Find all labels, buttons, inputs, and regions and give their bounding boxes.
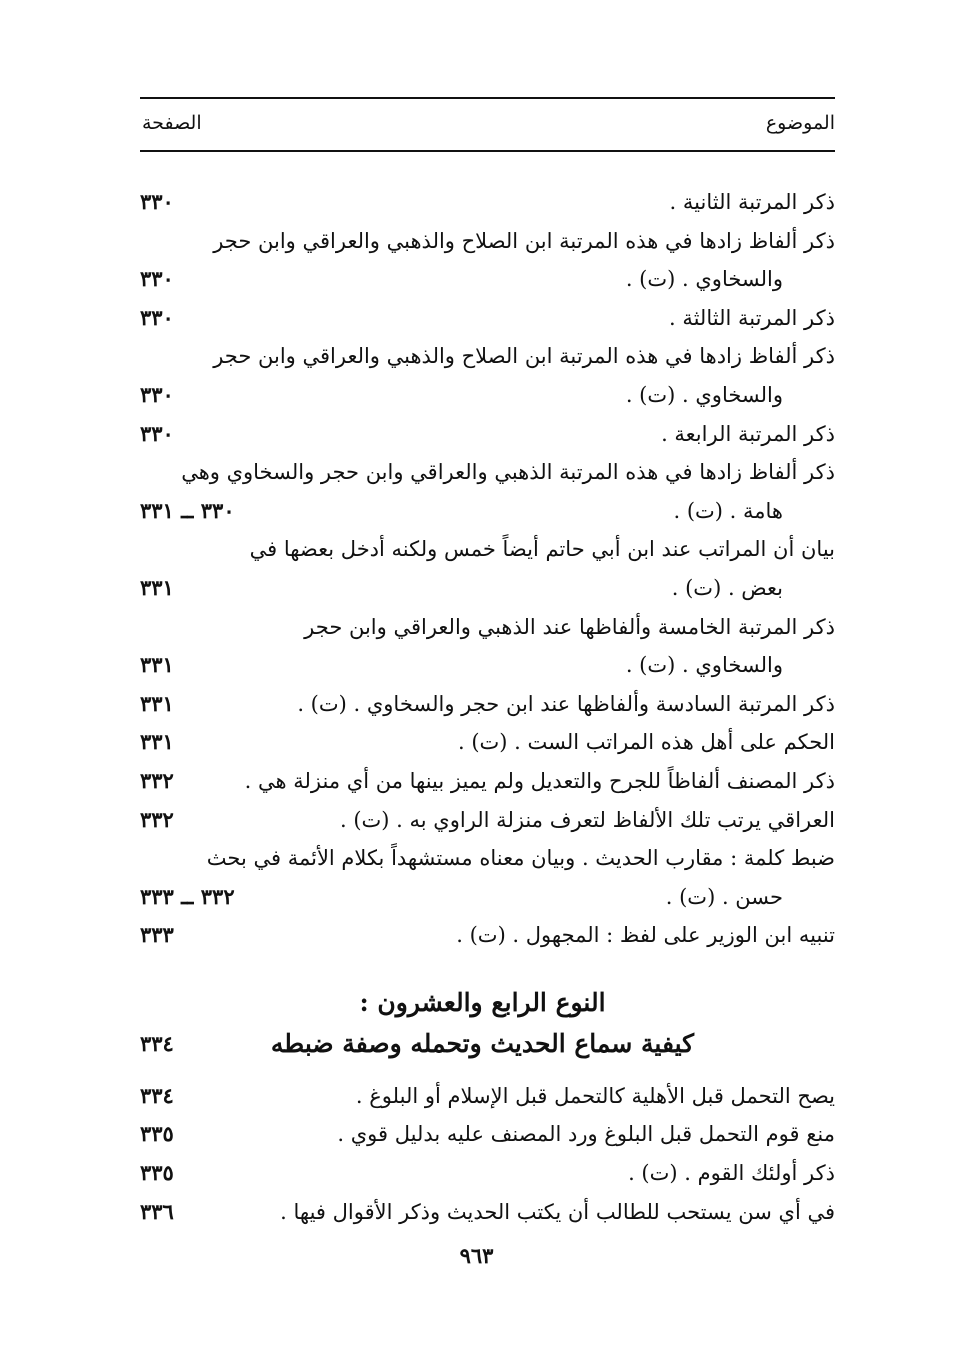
toc-entry-text: يصح التحمل قبل الأهلية كالتحمل قبل الإسلام أو البلوغ . [355, 1083, 835, 1108]
toc-entry-page-number: ٣٣٠ [140, 304, 174, 330]
toc-entry-text-continued: والسخاوي . (ت) . [625, 267, 783, 292]
toc-entry-text: ذكر المرتبة الثالثة . [668, 305, 835, 330]
toc-entry [130, 1193, 835, 1232]
toc-entry-page-number: ٣٣٠ [140, 381, 174, 407]
header-bottom-rule [140, 150, 835, 152]
toc-entry-text: الحكم على أهل هذه المراتب الست . (ت) . [457, 730, 835, 755]
toc-entry [130, 1115, 835, 1154]
section-page-number: ٣٣٤ [140, 1030, 174, 1056]
toc-entry [130, 916, 835, 955]
section-heading: النوع الرابع والعشرون : [359, 987, 606, 1017]
toc-entry-page-number: ٣٣٠ ــ ٣٣١ [140, 497, 235, 523]
toc-entries-after-section [130, 1077, 835, 1231]
page-column-label: الصفحة [142, 112, 202, 134]
section-subtitle-row [130, 1023, 835, 1065]
toc-entry-page-number: ٣٣١ [140, 652, 174, 678]
toc-entry-text: ذكر المرتبة الرابعة . [661, 421, 835, 446]
toc-entry [130, 762, 835, 801]
toc-entry-page-number: ٣٣٦ [140, 1198, 174, 1224]
toc-entry-text: ذكر المرتبة السادسة وألفاظها عند ابن حجر والسخاوي . (ت) . [297, 691, 835, 716]
toc-entry-text: ذكر المصنف ألفاظاً للجرح والتعديل ولم يميز بينها من أي منزلة هي . [244, 768, 835, 793]
toc-entry [130, 608, 835, 685]
toc-entry [130, 1154, 835, 1193]
toc-entry-text: ذكر ألفاظ زادها في هذه المرتبة ابن الصلاح والذهبي والعراقي وابن حجر [213, 228, 835, 253]
toc-entry-text: منع قوم التحمل قبل البلوغ ورد المصنف عليه بدليل قوي . [337, 1122, 835, 1147]
toc-entry-page-number: ٣٣٢ [140, 767, 174, 793]
toc-entry [130, 337, 835, 414]
toc-entry-text: ذكر ألفاظ زادها في هذه المرتبة ابن الصلاح والذهبي والعراقي وابن حجر [213, 344, 835, 369]
toc-entry [130, 723, 835, 762]
toc-entry [130, 183, 835, 222]
toc-entry-page-number: ٣٣٣ [140, 922, 174, 948]
toc-entry-page-number: ٣٣٤ [140, 1082, 174, 1108]
toc-entry-page-number: ٣٣٠ [140, 189, 174, 214]
toc-entry [130, 415, 835, 454]
toc-entry-text-continued: بعض . (ت) . [671, 575, 783, 600]
toc-entry-text: في أي سن يستحب للطالب أن يكتب الحديث وذكر الأقوال فيها . [280, 1199, 835, 1224]
header-top-rule [140, 97, 835, 99]
toc-entry-page-number: ٣٣١ [140, 690, 174, 716]
toc-entry-page-number: ٣٣٢ [140, 806, 174, 832]
toc-entry-page-number: ٣٣٥ [140, 1121, 174, 1147]
toc-entry-text-continued: هامة . (ت) . [673, 498, 783, 523]
toc-entry-text: العراقي يرتب تلك الألفاظ لتعرف منزلة الراوي به . (ت) . [339, 807, 835, 832]
toc-entry-text: ذكر المرتبة الثانية . [669, 190, 835, 214]
toc-entry [130, 685, 835, 724]
page-number-footer: ٩٦٣ [459, 1243, 494, 1268]
toc-entry-page-number: ٣٣٠ [140, 420, 174, 446]
toc-entry [130, 839, 835, 916]
toc-entry-text: تنبيه ابن الوزير على لفظ : المجهول . (ت) . [456, 923, 835, 948]
toc-entry-text: ذكر المرتبة الخامسة وألفاظها عند الذهبي والعراقي وابن حجر [304, 614, 835, 639]
toc-entry-text: بيان أن المراتب عند ابن أبي حاتم أيضاً خمس ولكنه أدخل بعضها في [249, 537, 835, 562]
toc-entry-page-number: ٣٣١ [140, 729, 174, 755]
section-subtitle: كيفية سماع الحديث وتحمله وصفة ضبطه [270, 1028, 695, 1058]
table-of-contents [130, 183, 835, 1231]
toc-entry [130, 453, 835, 530]
toc-entry-text-continued: والسخاوي . (ت) . [625, 382, 783, 407]
toc-entry-text-continued: حسن . (ت) . [665, 884, 783, 909]
toc-entry-page-number: ٣٣٢ ــ ٣٣٣ [140, 883, 235, 909]
toc-entry-page-number: ٣٣٠ [140, 266, 174, 292]
toc-entry [130, 530, 835, 607]
toc-entry [130, 1077, 835, 1116]
toc-entry-page-number: ٣٣٥ [140, 1160, 174, 1186]
toc-entry-text-continued: والسخاوي . (ت) . [625, 653, 783, 678]
toc-entries-before-section [130, 183, 835, 955]
topic-column-label: الموضوع [765, 112, 835, 134]
toc-entry-page-number: ٣٣١ [140, 574, 174, 600]
toc-entry-text: ذكر ألفاظ زادها في هذه المرتبة الذهبي والعراقي وابن حجر والسخاوي وهي [181, 460, 835, 485]
toc-entry-text: ذكر أولئك القوم . (ت) . [628, 1161, 835, 1186]
toc-entry-text: ضبط كلمة : مقارب الحديث . وبيان معناه مستشهداً بكلام الأئمة في بحث [206, 846, 835, 871]
toc-entry [130, 801, 835, 840]
toc-entry [130, 222, 835, 299]
toc-entry [130, 299, 835, 338]
